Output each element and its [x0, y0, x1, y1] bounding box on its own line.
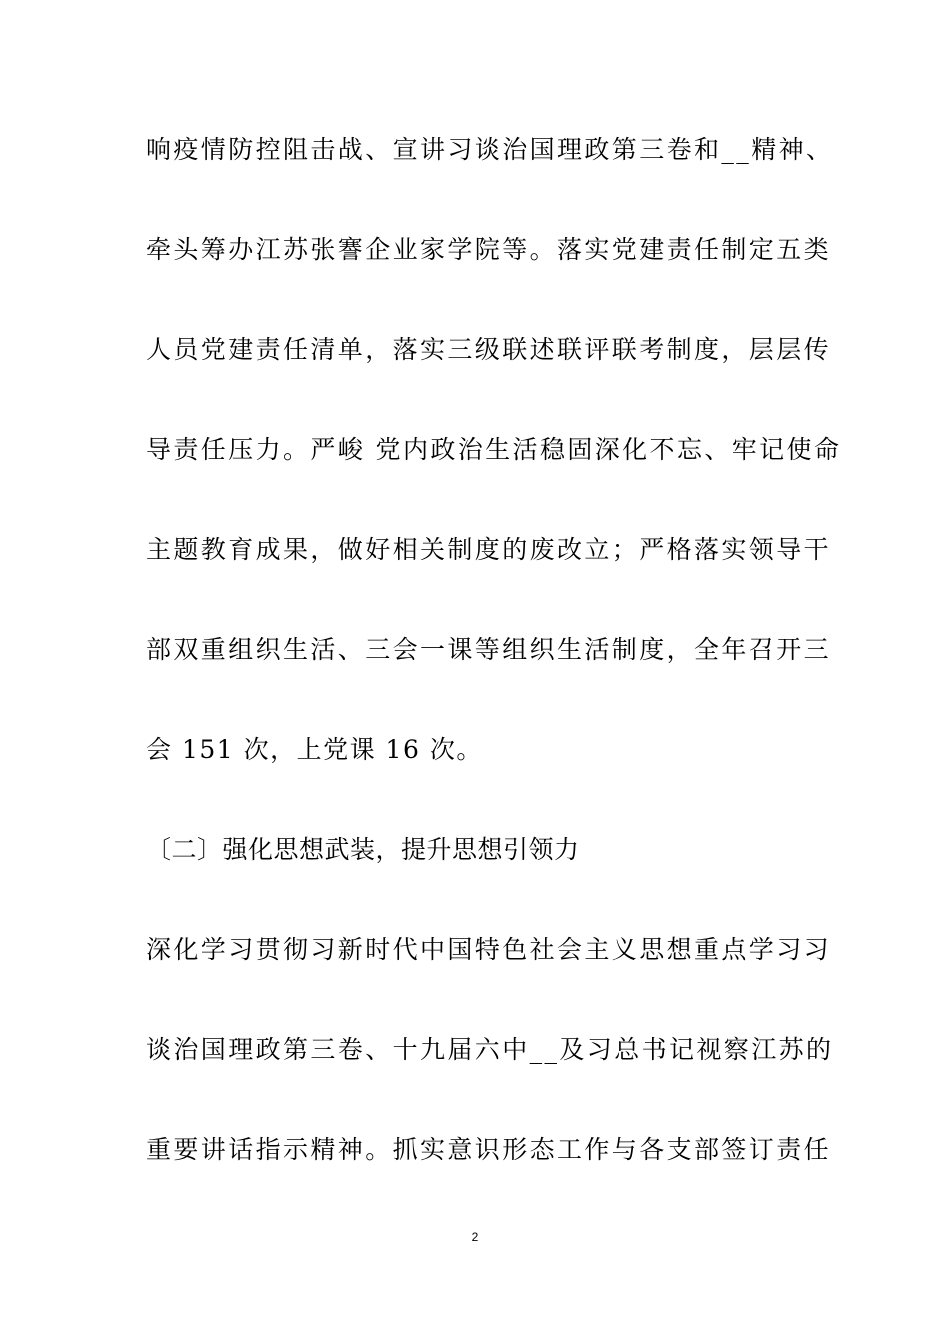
- section-heading: 〔二〕强化思想武装，提升思想引领力: [146, 835, 580, 864]
- body-text-line: 部双重组织生活、三会一课等组织生活制度，全年召开三: [146, 635, 832, 664]
- body-text-line: 谈治国理政第三卷、十九届六中__及习总书记视察江苏的: [146, 1035, 834, 1064]
- body-text-line: 深化学习贯彻习新时代中国特色社会主义思想重点学习习: [146, 935, 832, 964]
- body-text-line: 响疫情防控阻击战、宣讲习谈治国理政第三卷和__精神、: [146, 135, 834, 164]
- body-text-line: 主题教育成果，做好相关制度的废改立；严格落实领导干: [146, 535, 832, 564]
- body-text-line: 会 151 次，上党课 16 次。: [146, 735, 483, 764]
- body-text-line: 人员党建责任清单，落实三级联述联评联考制度，层层传: [146, 335, 832, 364]
- page-number: 2: [471, 1230, 479, 1244]
- body-text-line: 导责任压力。严峻 党内政治生活稳固深化不忘、牢记使命: [146, 435, 842, 464]
- body-text-line: 重要讲话指示精神。抓实意识形态工作与各支部签订责任: [146, 1135, 832, 1164]
- body-text-line: 牵头筹办江苏张謇企业家学院等。落实党建责任制定五类: [146, 235, 832, 264]
